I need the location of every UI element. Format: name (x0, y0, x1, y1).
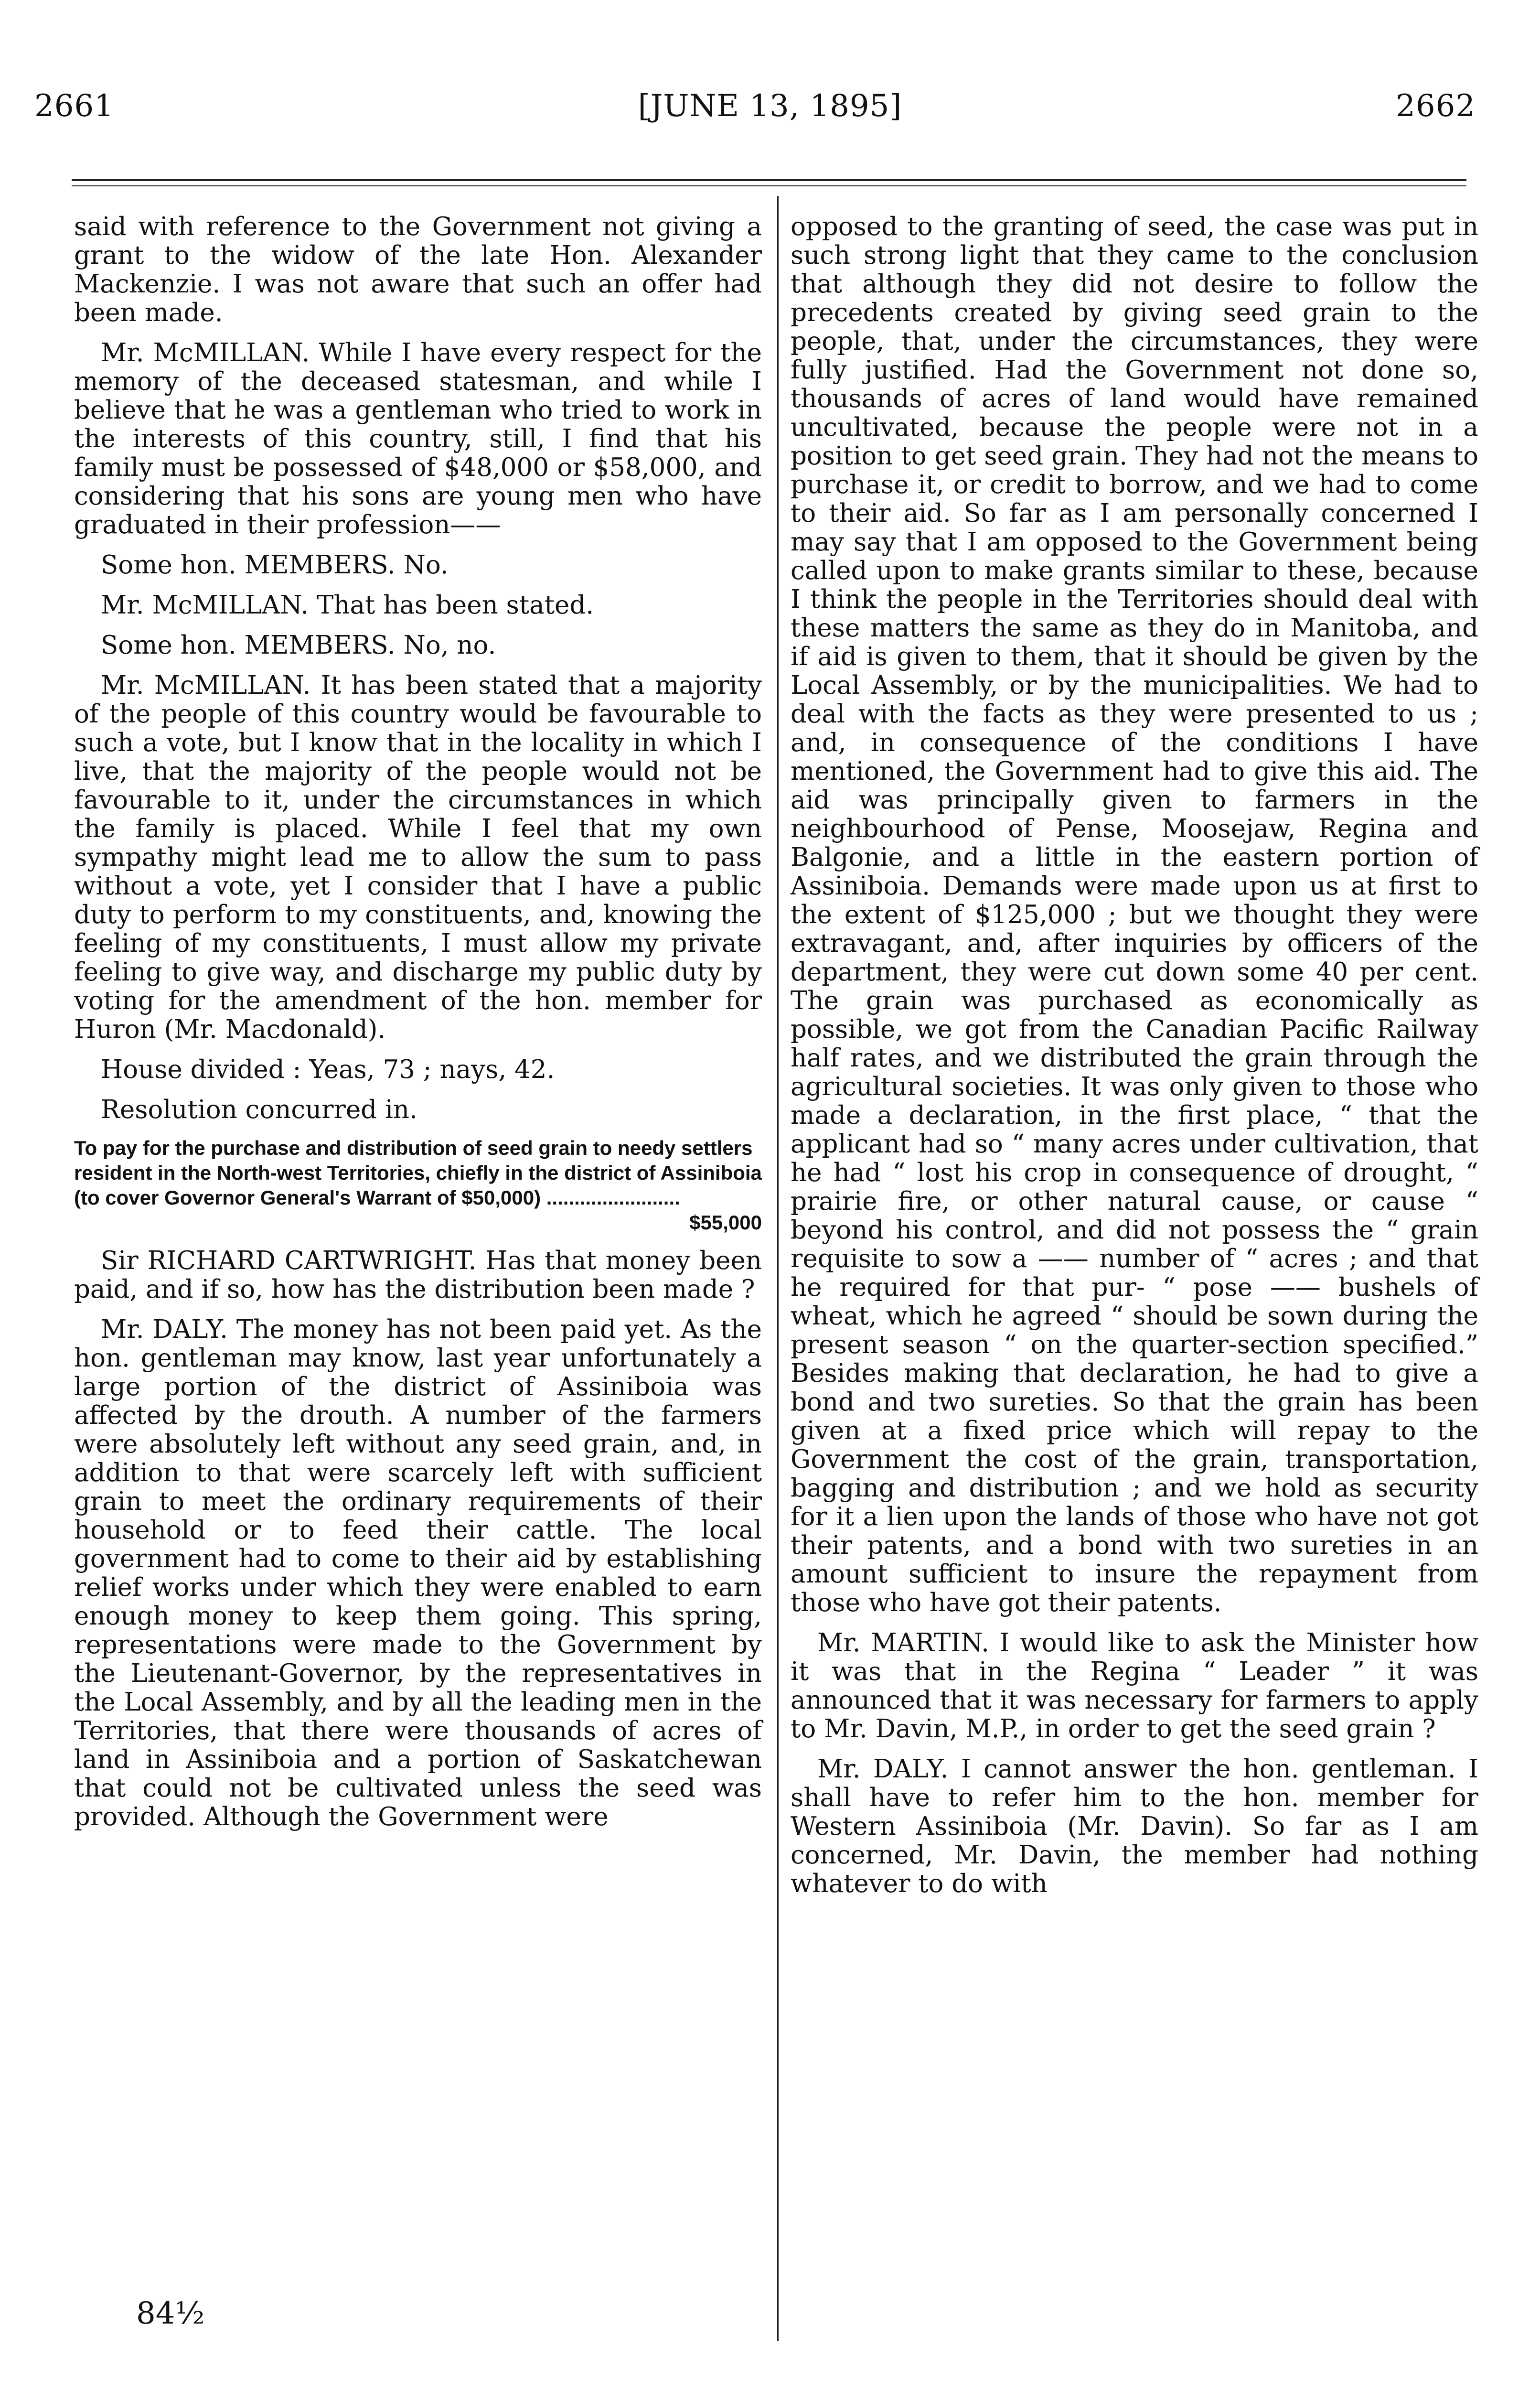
header-rule (72, 179, 1466, 181)
right-page-number: 2662 (1396, 88, 1476, 124)
left-page-number: 2661 (34, 88, 114, 124)
paragraph: Mr. McMILLAN. That has been stated. (101, 591, 594, 620)
right-column (791, 213, 1478, 1898)
paragraph: House divided : Yeas, 73 ; nays, 42. (101, 1055, 555, 1084)
signature-mark: 84½ (136, 2296, 205, 2331)
supply-vote-item (74, 1136, 762, 1235)
paragraph: opposed to the granting of seed, the case was put in such strong light that they came to the conclusion that although they did not desire to follow the precedents created by giving seed grain to the people, that, under the circumstances, they were fully justified. Had the Government not done so, thousands of acres of land would have remained uncultivated, because the people were not in a position to get seed grain. They had not the means to purchase it, or credit to borrow, and we had to come to their aid. So far as I am personally concerned I may say that I am opposed to the Government being called upon to make grants similar to these, because I think the people in the Territories should deal with these matters the same as they do in Manitoba, and if aid is given to them, that it should be given by the Local Assembly, or by the municipalities. We had to deal with the facts as they were presented to us ; and, in consequence of the conditions I have mentioned, the Government had to give this aid. The aid was principally given to farmers in the neighbourhood of Pense, Moosejaw, Regina and Balgonie, and a little in the eastern portion of Assiniboia. Demands were made upon us at first to the extent of $125,000 ; but we thought they were extravagant, and, after inquiries by officers of the department, they were cut down some 40 per cent. The grain was purchased as economically as possible, we got from the Canadian Pacific Railway half rates, and we distributed the grain through the agricultural societies. It was only given to those who made a declaration, in the first place, “ that the applicant had so “ many acres under cultivation, that he had “ lost his crop in consequence of drought, “ prairie fire, or other natural cause, or cause “ beyond his control, and did not possess the “ grain requisite to sow a —— number of “ acres ; and that he required for that pur- “ pose —— bushels of wheat, which he agreed “ should be sown during the present season “ on the quarter-section specified.” Besides making that declaration, he had to give a bond and two sureties. So that the grain has been given at a fixed price which will repay to the Government the cost of the grain, transportation, bagging and distribution ; and we hold as security for it a lien upon the lands of those who have not got their patents, and a bond with two sureties in an amount sufficient to insure the repayment from those who have got their patents. (791, 212, 1478, 1617)
paragraph: said with reference to the Government not giving a grant to the widow of the late Hon. Alexander Mackenzie. I was not aware that such an offer had been made. (74, 212, 762, 327)
page-date: [JUNE 13, 1895] (638, 88, 902, 124)
column-divider (777, 196, 779, 2341)
paragraph: Resolution concurred in. (101, 1095, 417, 1124)
paragraph: Sir RICHARD CARTWRIGHT. Has that money been paid, and if so, how has the distribution been made ? (74, 1246, 762, 1304)
paragraph: Mr. McMILLAN. It has been stated that a majority of the people of this country would be favourable to such a vote, but I know that in the locality in which I live, that the majority of the people would not be favourable to it, under the circumstances in which the family is placed. While I feel that my own sympathy might lead me to allow the sum to pass without a vote, yet I consider that I have a public duty to perform to my constituents, and, knowing the feeling of my constituents, I must allow my private feeling to give way, and discharge my public duty by voting for the amendment of the hon. member for Huron (Mr. Macdonald). (74, 671, 762, 1044)
paragraph: Mr. MARTIN. I would like to ask the Minister how it was that in the Regina “ Leader ” it was announced that it was necessary for farmers to apply to Mr. Davin, M.P., in order to get the seed grain ? (791, 1628, 1478, 1743)
paragraph: Mr. DALY. I cannot answer the hon. gentleman. I shall have to refer him to the hon. member for Western Assiniboia (Mr. Davin). So far as I am concerned, Mr. Davin, the member had nothing whatever to do with (791, 1754, 1478, 1898)
paragraph: Some hon. MEMBERS. No, no. (101, 631, 496, 660)
page-header (0, 0, 1540, 172)
vote-item-amount: $55,000 (689, 1211, 762, 1234)
left-column (74, 213, 762, 1831)
header-rule-thin (72, 185, 1466, 186)
paragraph: Mr. McMILLAN. While I have every respect for the memory of the deceased statesman, and while I believe that he was a gentleman who tried to work in the interests of this country, still, I find that his family must be possessed of $48,000 or $58,000, and considering that his sons are young men who have graduated in their profession—— (74, 338, 762, 539)
paragraph: Some hon. MEMBERS. No. (101, 550, 449, 580)
vote-item-text: To pay for the purchase and distribution of seed grain to needy settlers resident in the North-west Territories, chiefly in the district of Assiniboia (to cover Governor General's Warrant of $50,000) ........................ (74, 1137, 762, 1209)
paragraph: Mr. DALY. The money has not been paid yet. As the hon. gentleman may know, last year unfortunately a large portion of the district of Assiniboia was affected by the drouth. A number of the farmers were absolutely left without any seed grain, and, in addition to that were scarcely left with sufficient grain to meet the ordinary requirements of their household or to feed their cattle. The local government had to come to their aid by establishing relief works under which they were enabled to earn enough money to keep them going. This spring, representations were made to the Government by the Lieutenant-Governor, by the representatives in the Local Assembly, and by all the leading men in the Territories, that there were thousands of acres of land in Assiniboia and a portion of Saskatchewan that could not be cultivated unless the seed was provided. Although the Government were (74, 1315, 762, 1831)
